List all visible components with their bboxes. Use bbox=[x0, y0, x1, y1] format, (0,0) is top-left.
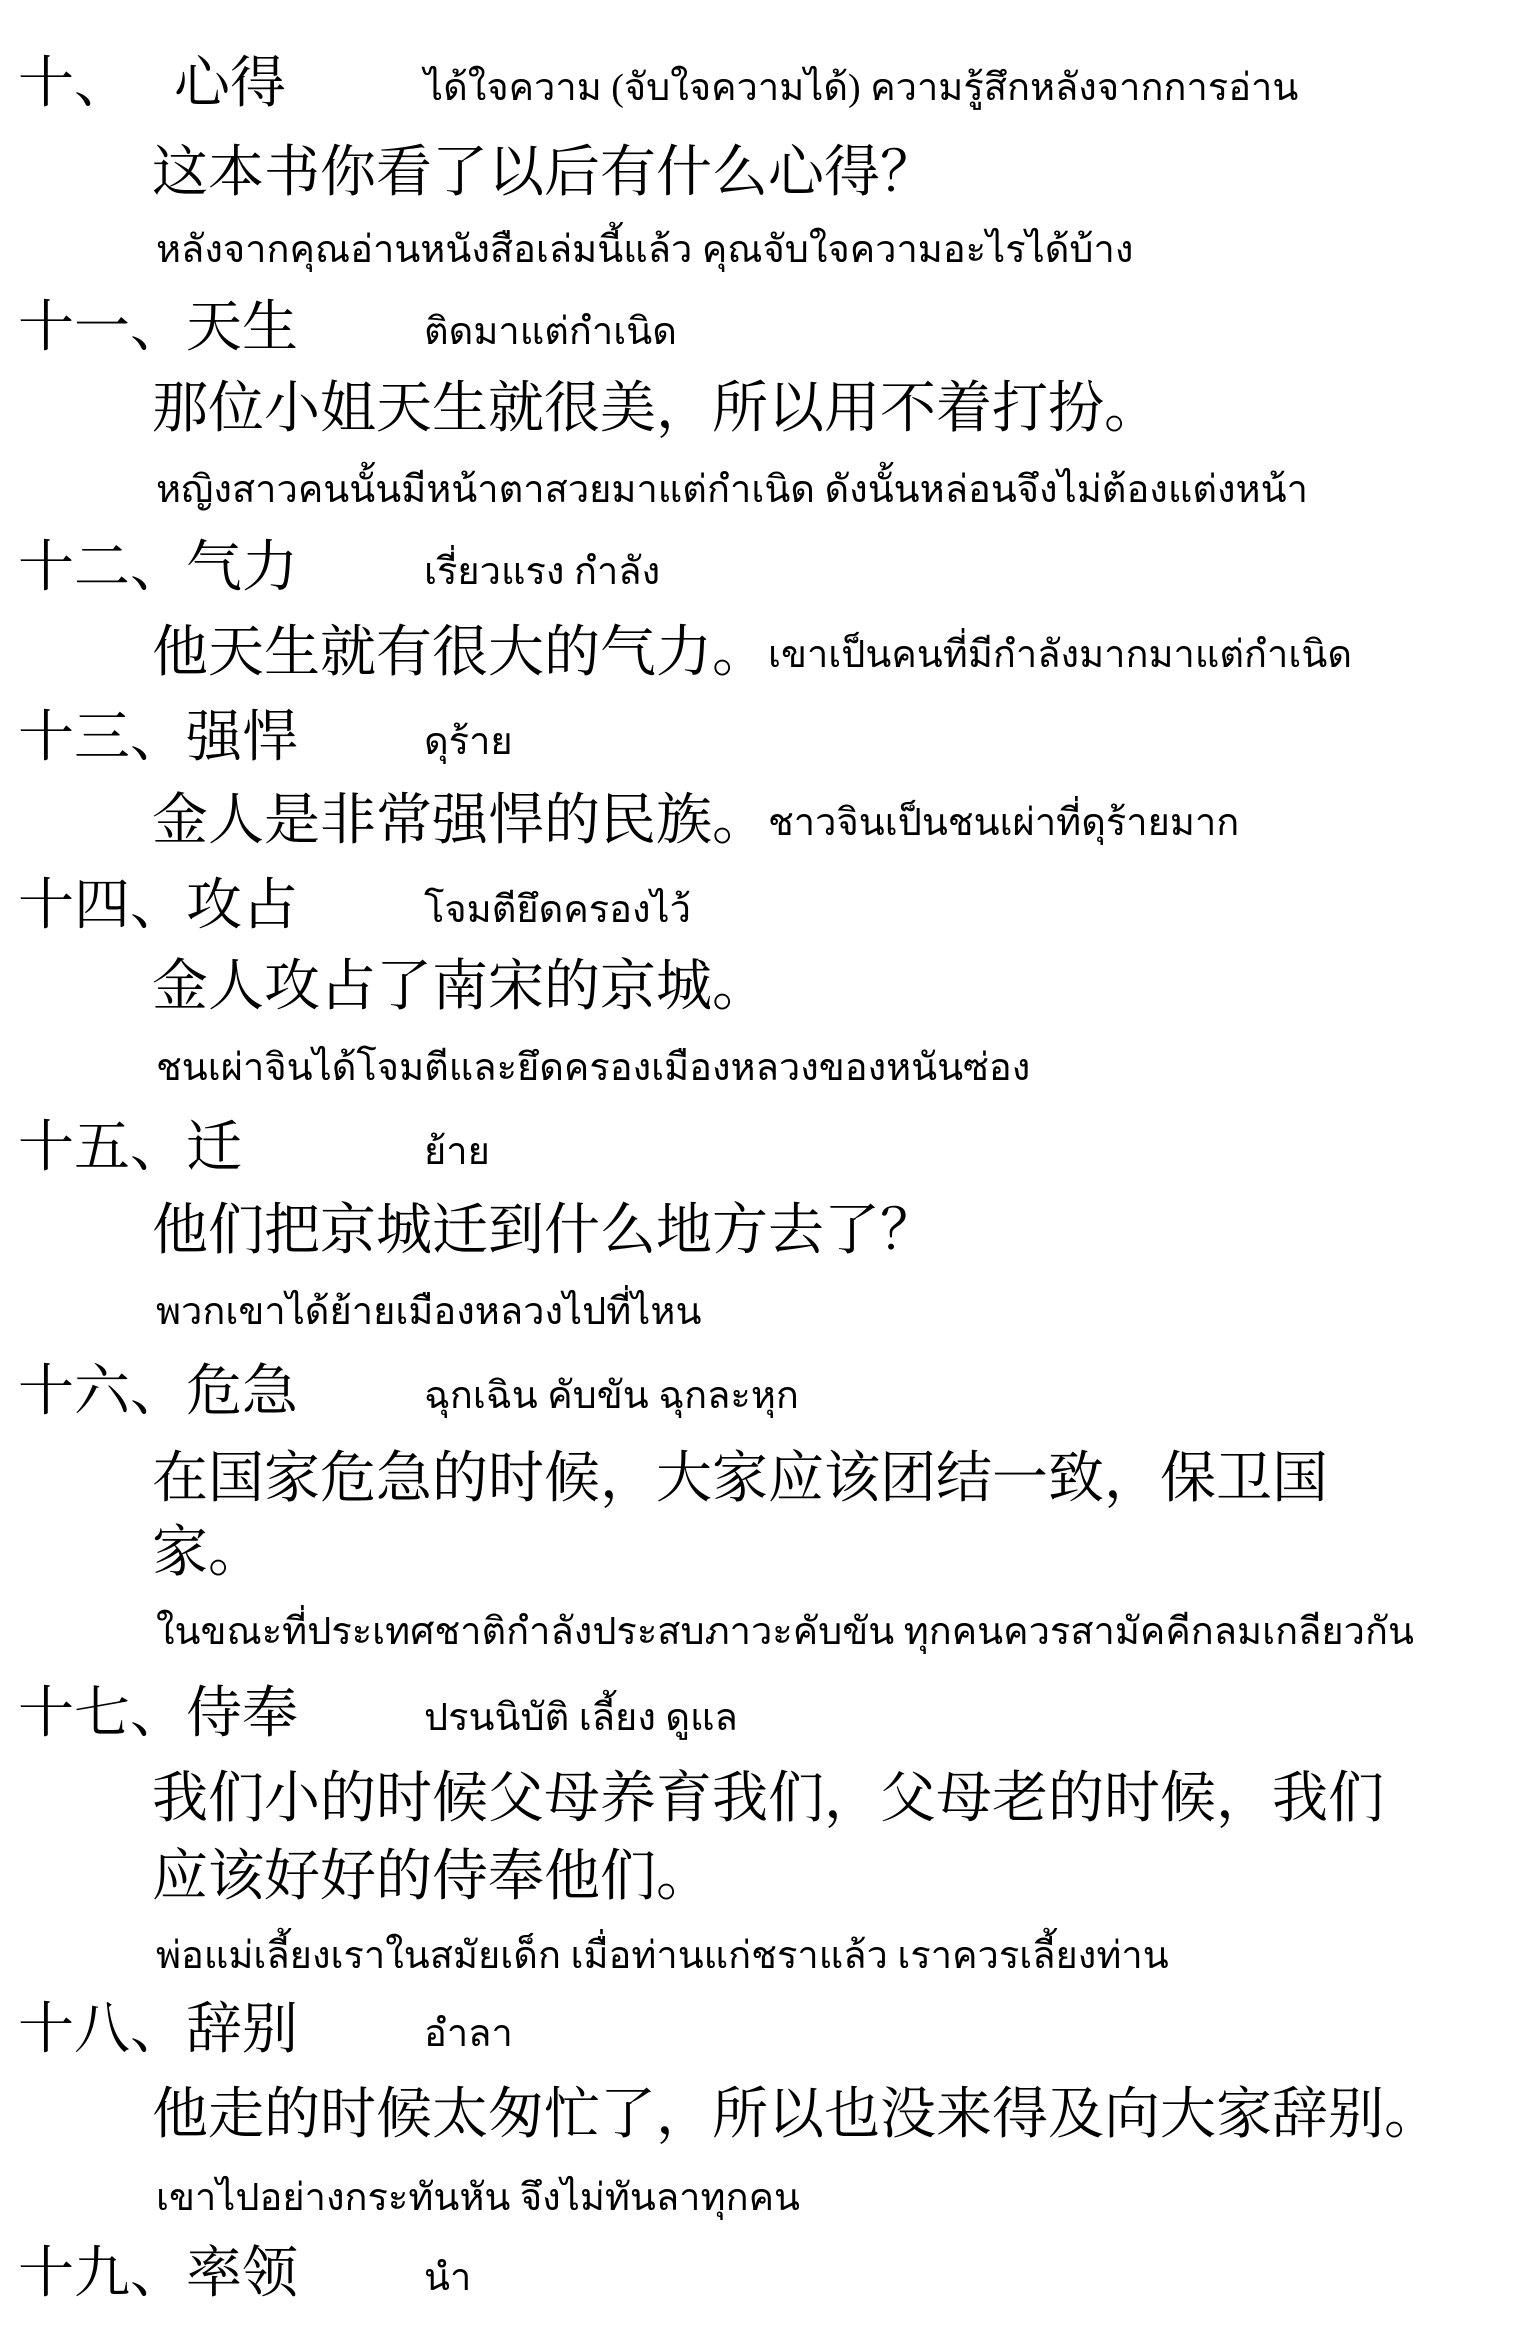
example-sentence: 这本书你看了以后有什么心得？ bbox=[152, 140, 936, 205]
entry-heading bbox=[18, 528, 661, 608]
example-translation: เขาไปอย่างกระทันหัน จึงไม่ทันลาทุกคน bbox=[156, 2177, 800, 2219]
entry-gloss: ได้ใจความ (จับใจความได้) ความรู้สึกหลังจากการอ่าน bbox=[424, 67, 1299, 109]
entry-number: 十五、 bbox=[18, 1115, 186, 1180]
example-sentence bbox=[152, 780, 1239, 864]
entry-number: 十八、 bbox=[18, 1997, 186, 2062]
entry-gloss: เรี่ยวแรง กำลัง bbox=[424, 551, 661, 593]
example-sentence: 他走的时候太匆忙了，所以也没来得及向大家辞别。 bbox=[152, 2082, 1440, 2147]
example-text: 他天生就有很大的气力。 bbox=[152, 620, 768, 685]
entry-word: 辞别 bbox=[186, 1997, 298, 2062]
entry-number: 十七、 bbox=[18, 1681, 186, 1746]
entry-heading bbox=[18, 288, 677, 368]
example-translation: เขาเป็นคนที่มีกำลังมากมาแต่กำเนิด bbox=[768, 634, 1353, 676]
entry-gloss: ติดมาแต่กำเนิด bbox=[424, 311, 677, 353]
entry-word: 心得 bbox=[174, 51, 286, 116]
example-sentence: 那位小姐天生就很美，所以用不着打扮。 bbox=[152, 376, 1160, 441]
example-text: 金人是非常强悍的民族。 bbox=[152, 788, 768, 853]
entry-gloss: ดุร้าย bbox=[424, 721, 513, 763]
entry-word: 强悍 bbox=[186, 705, 298, 770]
entry-gloss: นำ bbox=[424, 2257, 472, 2299]
example-translation: หญิงสาวคนนั้นมีหน้าตาสวยมาแต่กำเนิด ดังนั้นหล่อนจึงไม่ต้องแต่งหน้า bbox=[156, 469, 1308, 511]
example-sentence-continued: 家。 bbox=[152, 1520, 264, 1585]
entry-word: 危急 bbox=[186, 1359, 298, 1424]
entry-word: 率领 bbox=[186, 2241, 298, 2306]
example-sentence-continued: 应该好好的侍奉他们。 bbox=[152, 1844, 712, 1909]
example-translation: พวกเขาได้ย้ายเมืองหลวงไปที่ไหน bbox=[156, 1291, 702, 1333]
example-sentence bbox=[152, 612, 1352, 696]
entry-heading bbox=[18, 2234, 472, 2314]
example-sentence: 在国家危急的时候，大家应该团结一致，保卫国 bbox=[152, 1446, 1328, 1511]
entry-heading bbox=[18, 1352, 799, 1432]
entry-gloss: อำลา bbox=[424, 2013, 513, 2055]
entry-number: 十二、 bbox=[18, 535, 186, 600]
example-translation: ชนเผ่าจินได้โจมตีและยึดครองเมืองหลวงของหนันซ่อง bbox=[156, 1047, 1031, 1089]
entry-word: 侍奉 bbox=[186, 1681, 298, 1746]
entry-gloss: ฉุกเฉิน คับขัน ฉุกละหุก bbox=[424, 1375, 799, 1417]
example-translation: ชาวจินเป็นชนเผ่าที่ดุร้ายมาก bbox=[768, 802, 1240, 844]
entry-heading bbox=[18, 866, 692, 946]
entry-word: 攻占 bbox=[186, 873, 298, 938]
entry-number: 十六、 bbox=[18, 1359, 186, 1424]
example-translation: พ่อแม่เลี้ยงเราในสมัยเด็ก เมื่อท่านแก่ชราแล้ว เราควรเลี้ยงท่าน bbox=[156, 1935, 1169, 1977]
example-sentence: 金人攻占了南宋的京城。 bbox=[152, 954, 768, 1019]
entry-number: 十、 bbox=[18, 51, 130, 116]
entry-number: 十三、 bbox=[18, 705, 186, 770]
entry-number: 十一、 bbox=[18, 295, 186, 360]
entry-heading bbox=[18, 44, 1299, 124]
entry-word: 气力 bbox=[186, 535, 298, 600]
example-sentence: 他们把京城迁到什么地方去了？ bbox=[152, 1198, 936, 1263]
entry-heading bbox=[18, 1108, 490, 1188]
entry-number: 十四、 bbox=[18, 873, 186, 938]
entry-word: 迁 bbox=[186, 1115, 242, 1180]
entry-heading bbox=[18, 1674, 738, 1754]
entry-word: 天生 bbox=[186, 295, 298, 360]
example-translation: ในขณะที่ประเทศชาติกำลังประสบภาวะคับขัน ทุกคนควรสามัคคีกลมเกลียวกัน bbox=[156, 1611, 1414, 1653]
entry-gloss: ปรนนิบัติ เลี้ยง ดูแล bbox=[424, 1697, 738, 1739]
entry-gloss: ย้าย bbox=[424, 1131, 490, 1173]
entry-gloss: โจมตียึดครองไว้ bbox=[424, 889, 692, 931]
entry-heading bbox=[18, 1990, 513, 2070]
entry-heading bbox=[18, 698, 513, 778]
example-sentence: 我们小的时候父母养育我们，父母老的时候，我们 bbox=[152, 1766, 1384, 1831]
entry-number: 十九、 bbox=[18, 2241, 186, 2306]
example-translation: หลังจากคุณอ่านหนังสือเล่มนี้แล้ว คุณจับใจความอะไรได้บ้าง bbox=[156, 229, 1134, 271]
